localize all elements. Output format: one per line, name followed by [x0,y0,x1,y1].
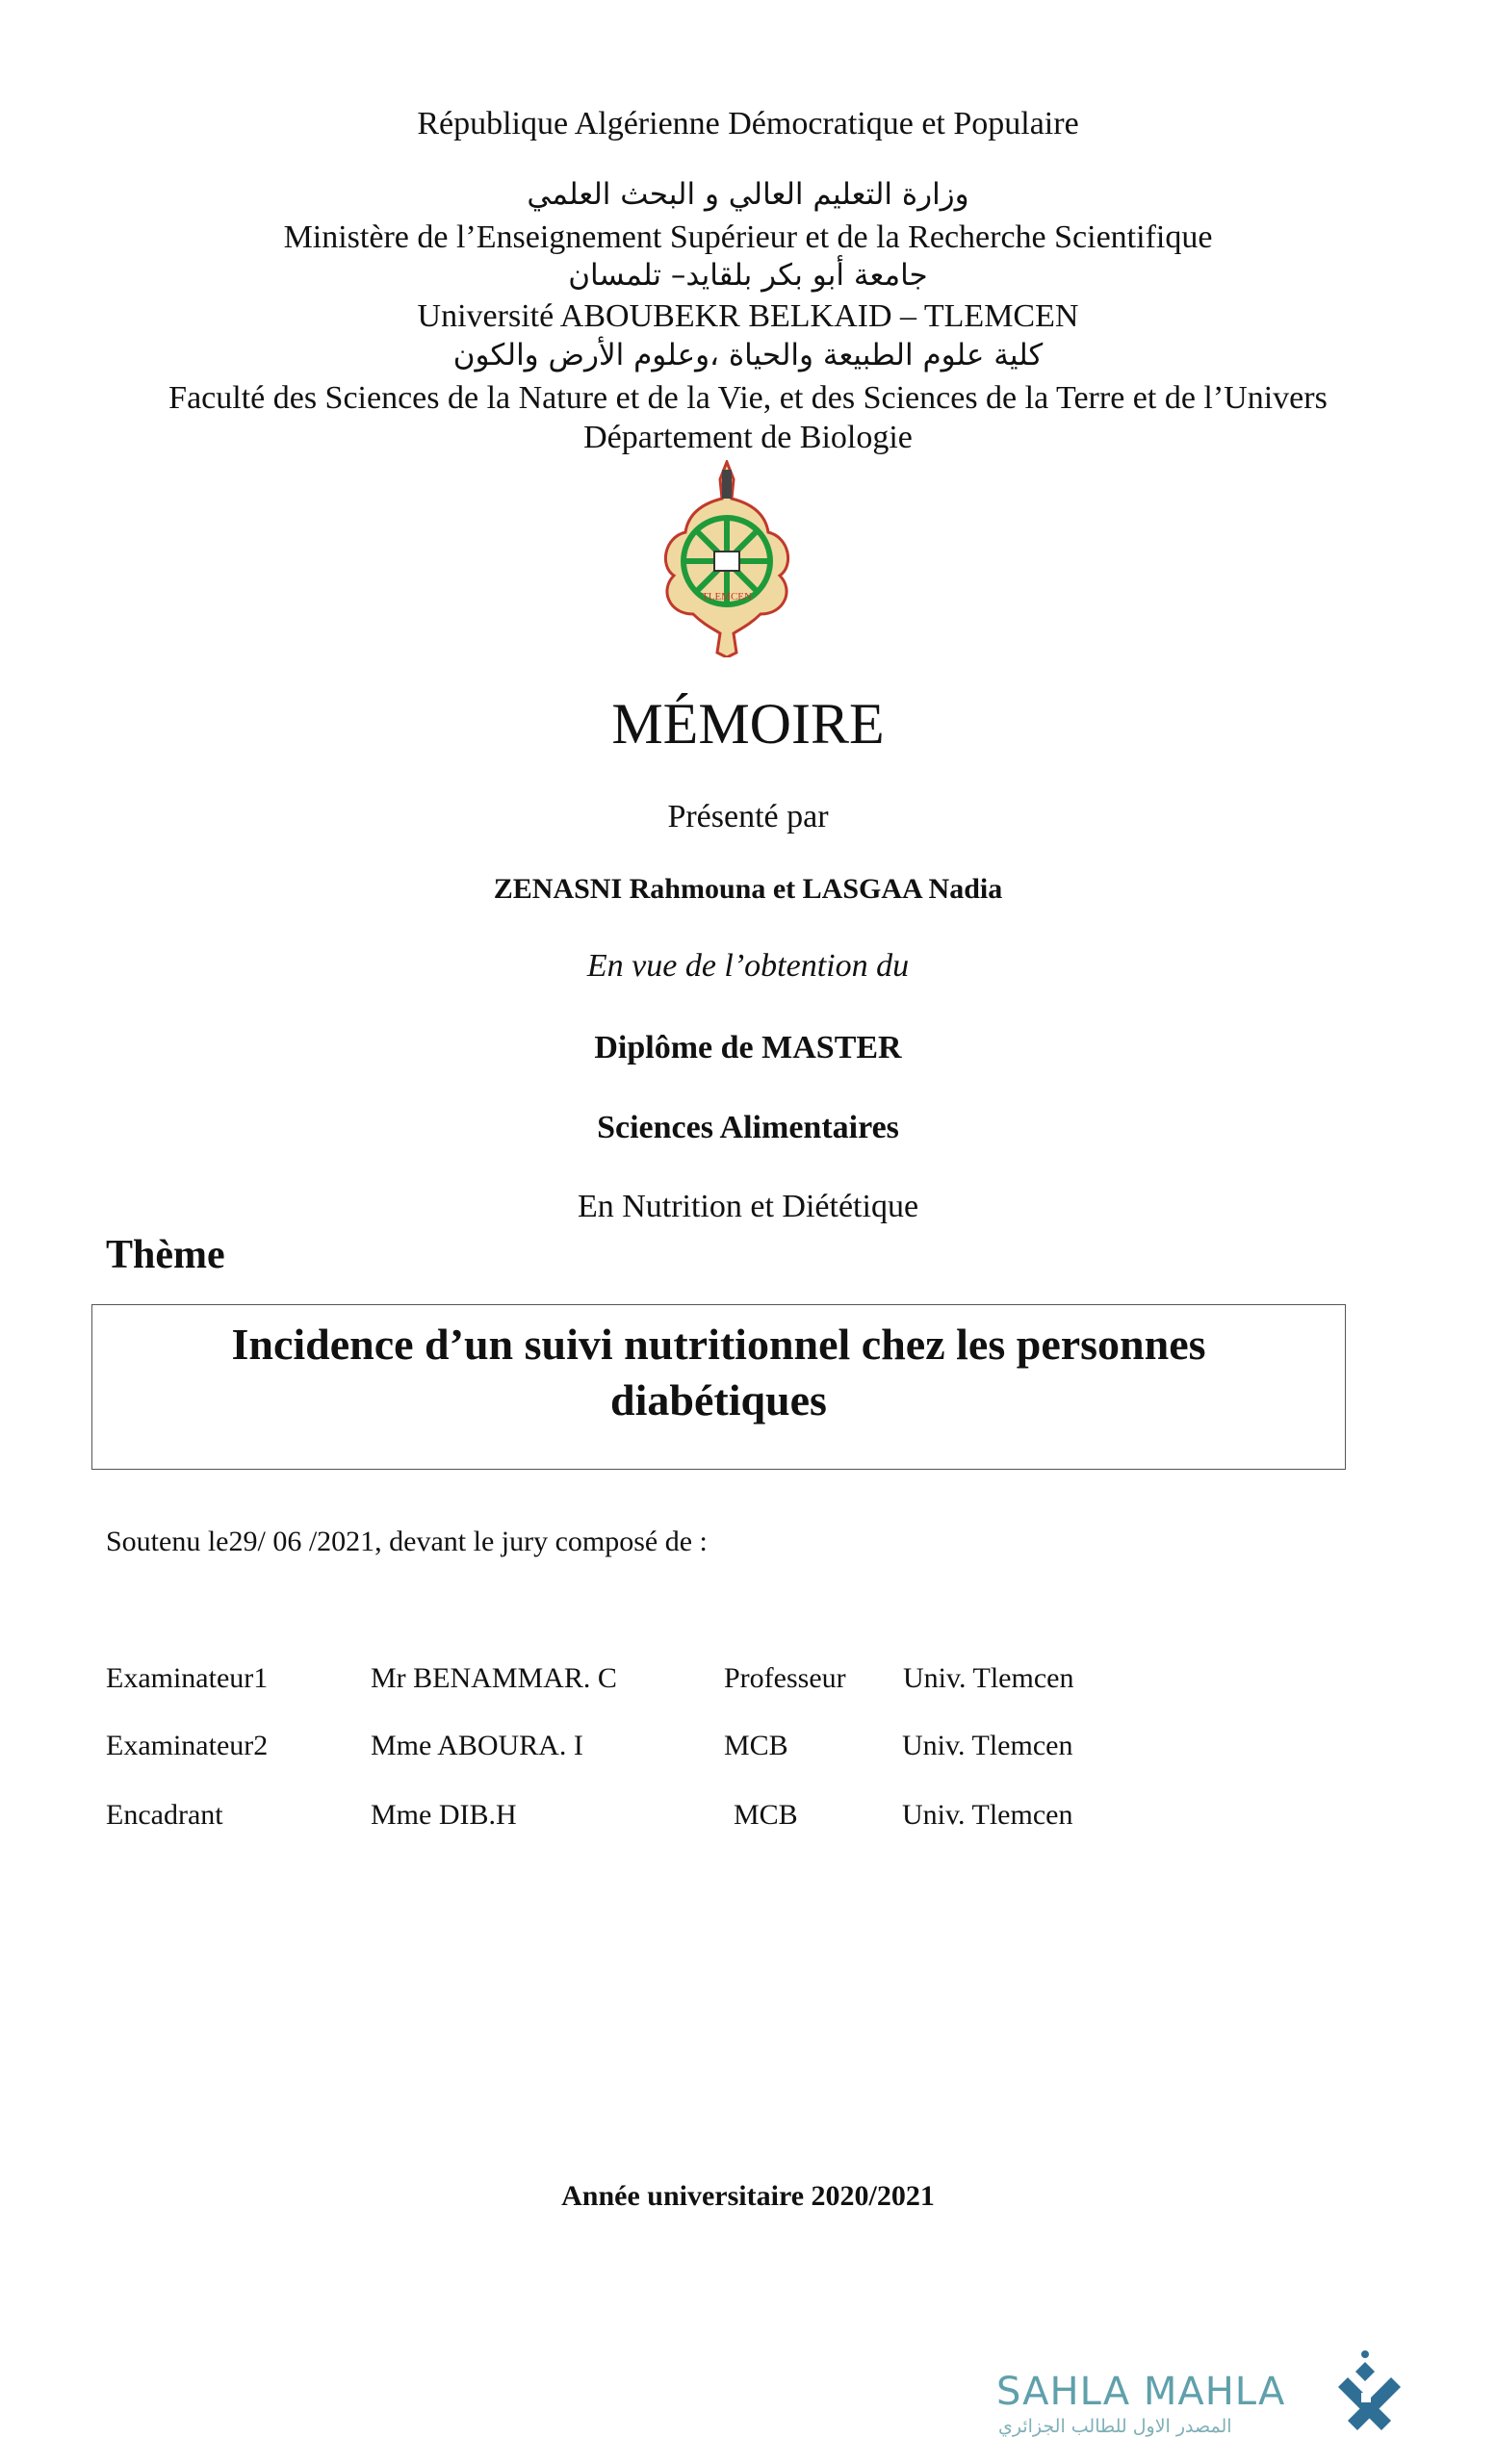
jury-name: Mme DIB.H [371,1799,517,1831]
theme-label: Thème [106,1233,225,1277]
authors: ZENASNI Rahmouna et LASGAA Nadia [493,873,1003,905]
university-arabic: جامعة أبو بكر بلقايد– تلمسان [568,258,928,293]
jury-name: Mr BENAMMAR. C [371,1662,617,1694]
watermark-name: SAHLA MAHLA [996,2370,1286,2414]
university-logo [655,460,799,657]
faculty-arabic: كلية علوم الطبيعة والحياة ،وعلوم الأرض والكون [452,338,1044,372]
title-box [91,1304,1346,1470]
jury-institution: Univ. Tlemcen [902,1799,1073,1831]
ministry-arabic: وزارة التعليم العالي و البحث العلمي [527,177,969,212]
defense-text: Soutenu le29/ 06 /2021, devant le jury composé de : [106,1526,708,1557]
department-line: Département de Biologie [583,420,913,455]
specialty: En Nutrition et Diététique [577,1189,919,1224]
thesis-title: Incidence d’un suivi nutritionnel chez les personnes diabétiques [231,1320,1206,1424]
svg-text:TLEMCEN: TLEMCEN [702,591,752,603]
jury-name: Mme ABOURA. I [371,1730,583,1761]
presented-by: Présenté par [667,799,829,834]
jury-grade: MCB [734,1799,798,1831]
jury-role: Encadrant [106,1799,223,1831]
watermark-tagline: المصدر الاول للطالب الجزائري [998,2416,1232,2437]
jury-institution: Univ. Tlemcen [903,1662,1074,1694]
memoire-heading: MÉMOIRE [611,692,885,756]
ministry-line: Ministère de l’Enseignement Supérieur et de la Recherche Scientifique [283,219,1213,255]
university-line: Université ABOUBEKR BELKAID – TLEMCEN [417,298,1079,334]
jury-grade: Professeur [724,1662,846,1694]
diploma: Diplôme de MASTER [594,1030,902,1065]
jury-grade: MCB [724,1730,788,1761]
sahla-mahla-watermark [996,2348,1401,2454]
purpose: En vue de l’obtention du [586,948,910,984]
faculty-line: Faculté des Sciences de la Nature et de la Vie, et des Sciences de la Terre et de l’Univers [168,380,1328,416]
republic-line: République Algérienne Démocratique et Populaire [417,106,1079,141]
field: Sciences Alimentaires [597,1110,899,1145]
jury-institution: Univ. Tlemcen [902,1730,1073,1761]
academic-year: Année universitaire 2020/2021 [561,2180,935,2212]
jury-role: Examinateur2 [106,1730,269,1761]
jury-role: Examinateur1 [106,1662,269,1694]
watermark-knot-icon [1338,2348,1406,2435]
